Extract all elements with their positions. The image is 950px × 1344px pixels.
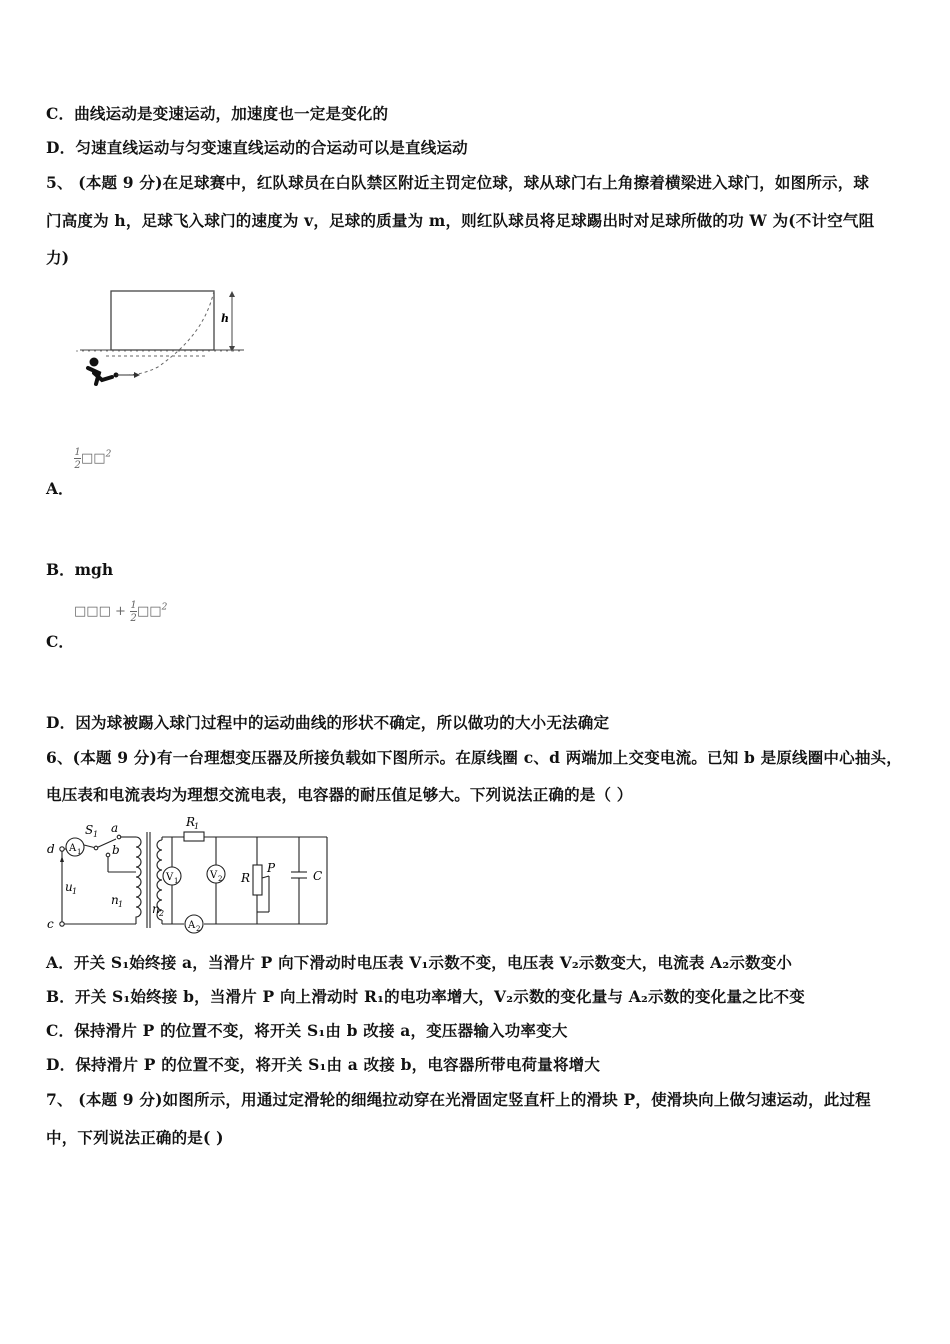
q5-option-d: D．因为球被踢入球门过程中的运动曲线的形状不确定，所以做功的大小无法确定 [46,713,610,732]
option-c-prev: C．曲线运动是变速运动，加速度也一定是变化的 [46,104,389,123]
label-c: c [47,917,54,931]
h-label: h [221,312,229,325]
q6-text-line1: 6、(本题 9 分)有一台理想变压器及所接负载如下图所示。在原线圈 c、d 两端加上交变电流。已知 b 是原线圈中心抽头， [46,748,902,767]
option-a-formula: $\frac{1}{2}□□^2$ [74,447,112,471]
ball-path [124,291,214,375]
svg-text:1: 1 [77,848,82,856]
q6-option-b: B．开关 S₁始终接 b，当滑片 P 向上滑动时 R₁的电功率增大，V₂示数的变化量与 A₂示数的变化量之比不变 [46,987,805,1006]
svg-text:1: 1 [194,822,200,831]
label-d: d [47,842,55,856]
q6-text-line2: 电压表和电流表均为理想交流电表，电容器的耐压值足够大。下列说法正确的是（ ） [46,785,633,804]
q7-text-line2: 中，下列说法正确的是( ) [46,1128,224,1147]
label-b: b [112,843,120,857]
svg-text:2: 2 [159,909,165,918]
label-a1: A [69,843,77,854]
q5-option-a: A． [46,479,74,498]
label-u1: u [65,880,73,894]
resistor-r1 [184,832,204,841]
q6-circuit-figure [44,812,334,934]
player-head [90,358,99,367]
label-s1: S [85,823,94,837]
label-c-cap: C [313,869,323,883]
goal-frame [111,291,214,350]
svg-text:1: 1 [174,877,179,885]
player-body [88,368,112,384]
q6-option-d: D．保持滑片 P 的位置不变，将开关 S₁由 a 改接 b，电容器所带电荷量将增大 [46,1055,601,1074]
q5-option-b: B．mgh [46,560,114,579]
svg-text:1: 1 [118,900,124,909]
q5-goal-figure [66,285,256,395]
label-r: R [241,871,251,885]
label-a: a [111,821,119,835]
q5-text-line3: 力) [46,248,70,267]
label-p: P [267,861,276,875]
option-c-formula: □□□ + $\frac{1}{2}□□^2$ [74,600,168,624]
svg-text:2: 2 [196,925,201,933]
label-n1: n [111,893,119,907]
label-v2: V [210,870,218,881]
svg-text:1: 1 [93,830,99,839]
svg-text:1: 1 [72,887,78,896]
q6-option-c: C．保持滑片 P 的位置不变，将开关 S₁由 b 改接 a，变压器输入功率变大 [46,1021,568,1040]
label-r1: R [186,815,196,829]
q6-option-a: A．开关 S₁始终接 a，当滑片 P 向下滑动时电压表 V₁示数不变，电压表 V₂示数变大，电流表 A₂示数变小 [46,953,793,972]
q5-text-line2: 门高度为 h，足球飞入球门的速度为 v，足球的质量为 m，则红队球员将足球踢出时对足球所做的功 W 为(不计空气阻 [46,211,875,230]
option-d-prev: D．匀速直线运动与匀变速直线运动的合运动可以是直线运动 [46,138,468,157]
label-n2: n [152,902,160,916]
label-a2: A [188,920,196,931]
label-v1: V [166,872,174,883]
rheostat-r [253,865,262,895]
q5-text-line1: 5、 (本题 9 分)在足球赛中，红队球员在白队禁区附近主罚定位球，球从球门右上角擦着横梁进入球门，如图所示，球 [46,173,870,192]
q7-text-line1: 7、 (本题 9 分)如图所示，用通过定滑轮的细绳拉动穿在光滑固定竖直杆上的滑块 P，使滑块向上做匀速运动，此过程 [46,1090,871,1109]
q5-option-c: C． [46,632,74,651]
svg-text:2: 2 [218,875,223,883]
